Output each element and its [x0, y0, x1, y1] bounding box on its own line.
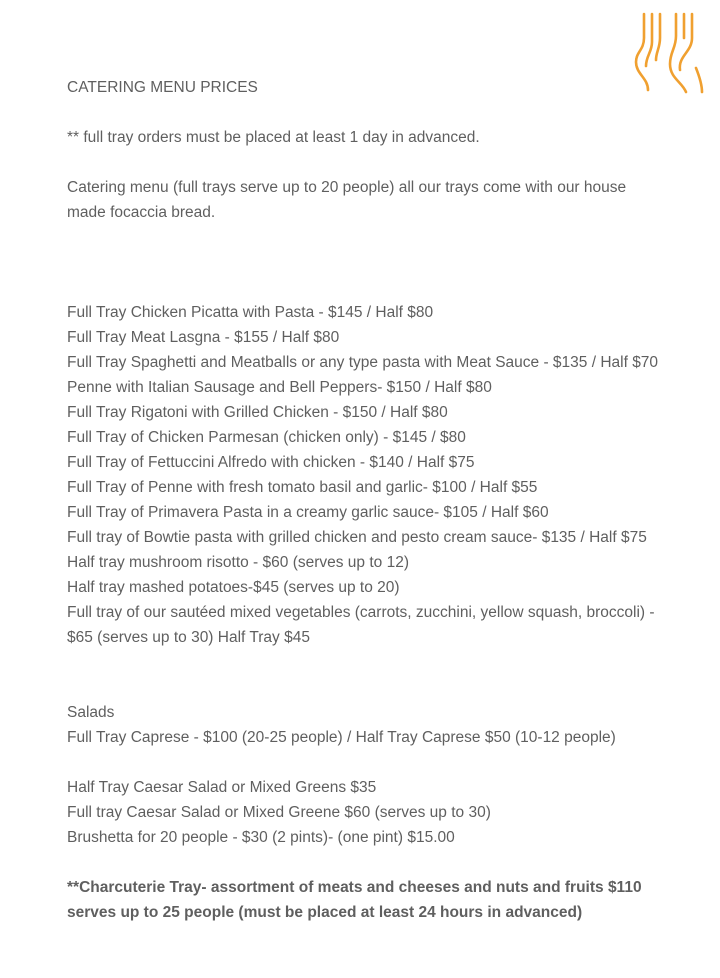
salad-item: Brushetta for 20 people - $30 (2 pints)- (one pint) $15.00	[67, 829, 455, 846]
menu-item: Full Tray of Penne with fresh tomato basil and garlic- $100 / Half $55	[67, 479, 538, 496]
menu-list	[67, 300, 667, 650]
menu-item: Full Tray Chicken Picatta with Pasta - $145 / Half $80	[67, 304, 434, 321]
salads-section	[67, 700, 667, 850]
menu-item: Full tray of Bowtie pasta with grilled chicken and pesto cream sauce- $135 / Half $75	[67, 529, 647, 546]
menu-item: Full Tray Meat Lasgna - $155 / Half $80	[67, 329, 340, 346]
menu-item: Full Tray of Chicken Parmesan (chicken only) - $145 / $80	[67, 429, 466, 446]
page-title: CATERING MENU PRICES	[67, 79, 258, 96]
menu-item: Full Tray of Fettuccini Alfredo with chicken - $140 / Half $75	[67, 454, 475, 471]
menu-item: Full tray of our sautéed mixed vegetables (carrots, zucchini, yellow squash, broccoli) - $65 (serves up to 30) Half Tray $45	[67, 604, 655, 646]
salads-heading: Salads	[67, 704, 115, 721]
menu-item: Full Tray Rigatoni with Grilled Chicken - $150 / Half $80	[67, 404, 448, 421]
salad-item: Full Tray Caprese - $100 (20-25 people) / Half Tray Caprese $50 (10-12 people)	[67, 729, 616, 746]
menu-item: Half tray mashed potatoes-$45 (serves up to 20)	[67, 579, 400, 596]
charcuterie-item: **Charcuterie Tray- assortment of meats and cheeses and nuts and fruits $110 serves up to 25 people (must be placed at least 24 hours in advanced)	[67, 879, 642, 921]
catering-menu	[67, 75, 667, 925]
menu-item: Full Tray Spaghetti and Meatballs or any type pasta with Meat Sauce - $135 / Half $70	[67, 354, 659, 371]
order-note: ** full tray orders must be placed at least 1 day in advanced.	[67, 129, 480, 146]
menu-item: Penne with Italian Sausage and Bell Peppers- $150 / Half $80	[67, 379, 492, 396]
menu-item: Half tray mushroom risotto - $60 (serves up to 12)	[67, 554, 409, 571]
salad-item: Full tray Caesar Salad or Mixed Greene $60 (serves up to 30)	[67, 804, 491, 821]
menu-item: Full Tray of Primavera Pasta in a creamy garlic sauce- $105 / Half $60	[67, 504, 549, 521]
salad-item: Half Tray Caesar Salad or Mixed Greens $35	[67, 779, 377, 796]
intro-text: Catering menu (full trays serve up to 20 people) all our trays come with our house made focaccia bread.	[67, 179, 627, 221]
